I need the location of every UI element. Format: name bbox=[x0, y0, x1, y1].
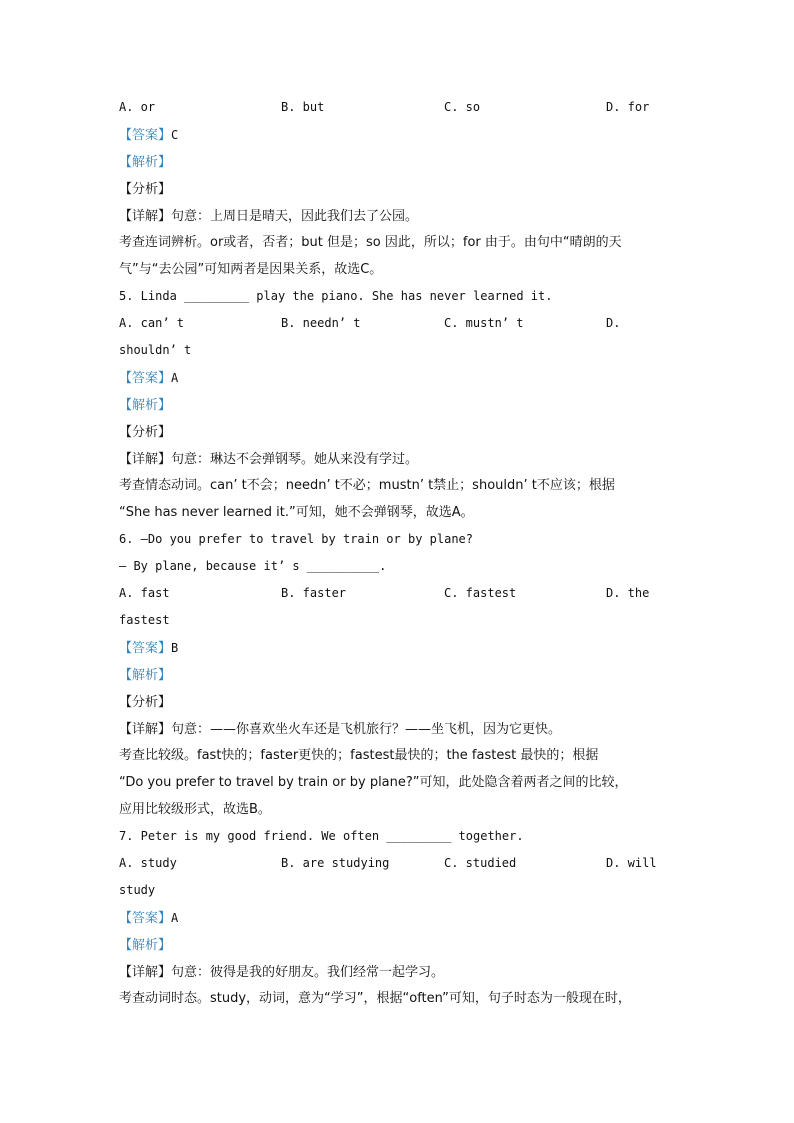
detail-text: 句意：——你喜欢坐火车还是飞机旅行？——坐飞机，因为它更快。 bbox=[171, 722, 562, 737]
q6-jiexi bbox=[119, 661, 685, 688]
analysis-tag: 【解析】 bbox=[119, 155, 172, 170]
q7-option-b: B. are studying bbox=[281, 856, 390, 870]
q4-explain-1: 考查连词辨析。or或者，否者；but 但是；so 因此，所以；for 由于。由句中“晴朗的天 bbox=[119, 235, 622, 250]
q6-detail bbox=[119, 715, 685, 742]
q4-explain-2: 气”与“去公园”可知两者是因果关系，故选C。 bbox=[119, 262, 383, 277]
answer-value: C bbox=[171, 128, 179, 142]
q5-answer bbox=[119, 364, 685, 391]
detail-text: 句意：上周日是晴天，因此我们去了公园。 bbox=[171, 209, 419, 224]
detail-tag: 【详解】 bbox=[119, 722, 172, 737]
q7-option-d-wrap: study bbox=[119, 883, 156, 897]
q7-explain-1: 考查动词时态。study，动词，意为“学习”，根据“often”可知，句子时态为一般现在时， bbox=[119, 991, 631, 1006]
q5-stem: 5. Linda _________ play the piano. She has never learned it. bbox=[119, 289, 553, 303]
answer-value: B bbox=[171, 641, 179, 655]
q4-jiexi bbox=[119, 148, 685, 175]
q6-explain-1: 考查比较级。fast快的；faster更快的；fastest最快的；the fastest 最快的；根据 bbox=[119, 748, 599, 763]
q4-detail bbox=[119, 202, 685, 229]
q4-option-c: C. so bbox=[444, 100, 481, 114]
q5-option-d: D. bbox=[606, 316, 621, 330]
q7-detail bbox=[119, 958, 685, 985]
answer-value: A bbox=[171, 911, 179, 925]
q6-option-b: B. faster bbox=[281, 586, 347, 600]
q5-fenxi bbox=[119, 418, 685, 445]
q6-options bbox=[119, 580, 685, 607]
q7-option-a: A. study bbox=[119, 856, 177, 870]
q6-option-d: D. the bbox=[606, 586, 650, 600]
q4-options bbox=[119, 94, 685, 121]
detail-text: 句意：彼得是我的好朋友。我们经常一起学习。 bbox=[171, 965, 445, 980]
q6-explain-2: “Do you prefer to travel by train or by plane?”可知，此处隐含着两者之间的比较， bbox=[119, 775, 628, 790]
answer-tag: 【答案】 bbox=[119, 911, 172, 926]
q6-answer bbox=[119, 634, 685, 661]
q5-options bbox=[119, 310, 685, 337]
q5-explain-1: 考查情态动词。can’ t不会；needn’ t不必；mustn’ t禁止；shouldn’ t不应该；根据 bbox=[119, 478, 615, 493]
answer-tag: 【答案】 bbox=[119, 641, 172, 656]
q5-option-a: A. can’ t bbox=[119, 316, 185, 330]
q7-answer bbox=[119, 904, 685, 931]
q4-answer bbox=[119, 121, 685, 148]
q6-option-a: A. fast bbox=[119, 586, 170, 600]
q7-option-c: C. studied bbox=[444, 856, 517, 870]
q6-option-d-wrap: fastest bbox=[119, 613, 170, 627]
document-page bbox=[119, 94, 685, 1012]
analysis-tag: 【解析】 bbox=[119, 938, 172, 953]
analysis-tag: 【解析】 bbox=[119, 398, 172, 413]
q7-stem: 7. Peter is my good friend. We often _________ together. bbox=[119, 829, 524, 843]
q4-fenxi bbox=[119, 175, 685, 202]
q6-fenxi bbox=[119, 688, 685, 715]
q5-option-d-wrap: shouldn’ t bbox=[119, 343, 192, 357]
detail-text: 句意：琳达不会弹钢琴。她从来没有学过。 bbox=[171, 452, 419, 467]
q5-detail bbox=[119, 445, 685, 472]
q5-option-c: C. mustn’ t bbox=[444, 316, 524, 330]
q7-jiexi bbox=[119, 931, 685, 958]
analysis-tag: 【解析】 bbox=[119, 668, 172, 683]
fenxi-tag: 【分析】 bbox=[119, 425, 172, 440]
q6-stem-2: — By plane, because it’ s __________. bbox=[119, 559, 387, 573]
q6-option-c: C. fastest bbox=[444, 586, 517, 600]
q5-jiexi bbox=[119, 391, 685, 418]
q6-explain-3: 应用比较级形式，故选B。 bbox=[119, 802, 271, 817]
q7-options bbox=[119, 850, 685, 877]
fenxi-tag: 【分析】 bbox=[119, 182, 172, 197]
q6-stem-1: 6. —Do you prefer to travel by train or by plane? bbox=[119, 532, 474, 546]
answer-tag: 【答案】 bbox=[119, 371, 172, 386]
detail-tag: 【详解】 bbox=[119, 209, 172, 224]
q5-explain-2: “She has never learned it.”可知，她不会弹钢琴，故选A。 bbox=[119, 505, 474, 520]
q5-option-b: B. needn’ t bbox=[281, 316, 361, 330]
q4-option-d: D. for bbox=[606, 100, 650, 114]
answer-tag: 【答案】 bbox=[119, 128, 172, 143]
detail-tag: 【详解】 bbox=[119, 452, 172, 467]
q4-option-a: A. or bbox=[119, 100, 156, 114]
fenxi-tag: 【分析】 bbox=[119, 695, 172, 710]
q4-option-b: B. but bbox=[281, 100, 325, 114]
q7-option-d: D. will bbox=[606, 856, 657, 870]
answer-value: A bbox=[171, 371, 179, 385]
detail-tag: 【详解】 bbox=[119, 965, 172, 980]
